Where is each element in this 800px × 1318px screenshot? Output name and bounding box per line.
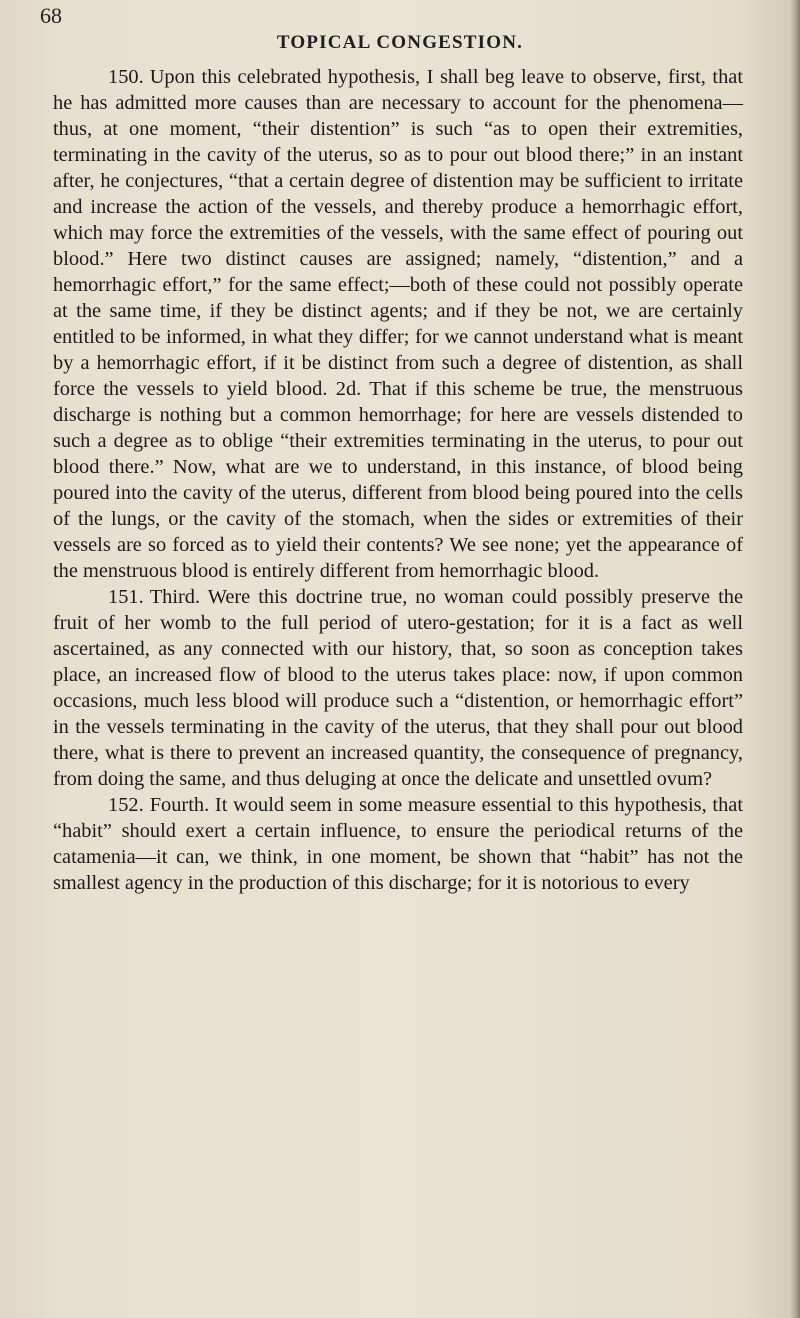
paragraph-text: Fourth. It would seem in some measure essential to this hypothesis, that “habit” should exert a certain influence, to ensure the periodical returns of the catamenia—it can, we think, in one moment, be shown that “habit” has not the smallest agency in the production of this discharge; for it is notorious to every — [53, 794, 743, 894]
paragraph-152 — [53, 792, 743, 896]
running-head: TOPICAL CONGESTION. — [276, 32, 524, 53]
page-number: 68 — [40, 3, 62, 28]
paragraph-151 — [53, 584, 743, 792]
paragraph-text: Upon this celebrated hypothesis, I shall beg leave to observe, first, that he has admitted more causes than are necessary to account for the phenomena—thus, at one moment, “their distention” is such “as to open their extremities, terminating in the cavity of the uterus, so as to pour out blood there;” in an instant after, he conjectures, “that a certain degree of distention may be sufficient to irritate and increase the action of the vessels, and thereby produce a hemorrhagic effort, which may force the extremities of the vessels, with the same effect of pouring out blood.” Here two distinct causes are assigned; namely, “distention,” and a hemorrhagic effort,” for the same effect;—both of these could not possibly operate at the same time, if they be distinct agents; and if they be not, we are certainly entitled to be informed, in what they differ; for we cannot understand what is meant by a hemorrhagic effort, if it be distinct from such a degree of distention, as shall force the vessels to yield blood. 2d. That if this scheme be true, the menstruous discharge is nothing but a common hemorrhage; for here are vessels distended to such a degree as to oblige “their extremities terminating in the uterus, to pour out blood there.” Now, what are we to understand, in this instance, of blood being poured into the cavity of the uterus, different from blood being poured into the cells of the lungs, or the cavity of the stomach, when the sides or extremities of their vessels are so forced as to yield their contents? We see none; yet the appearance of the menstruous blood is entirely different from hemorrhagic blood. — [53, 66, 743, 582]
paragraph-number: 150. — [108, 66, 144, 88]
paragraph-number: 152. — [108, 794, 144, 816]
body-text — [53, 64, 743, 896]
paragraph-text: Third. Were this doctrine true, no woman could possibly preserve the fruit of her womb to the full period of utero-gestation; for it is a fact as well ascertained, as any connected with our history, that, so soon as conception takes place, an increased flow of blood to the uterus takes place: now, if upon common occasions, much less blood will produce such a “distention, or hemorrhagic effort” in the vessels terminating in the cavity of the uterus, that they shall pour out blood there, what is there to prevent an increased quantity, the consequence of pregnancy, from doing the same, and thus deluging at once the delicate and unsettled ovum? — [53, 586, 743, 790]
paragraph-150 — [53, 64, 743, 584]
paragraph-number: 151. — [108, 586, 144, 608]
page-edge-shadow — [790, 0, 800, 1318]
